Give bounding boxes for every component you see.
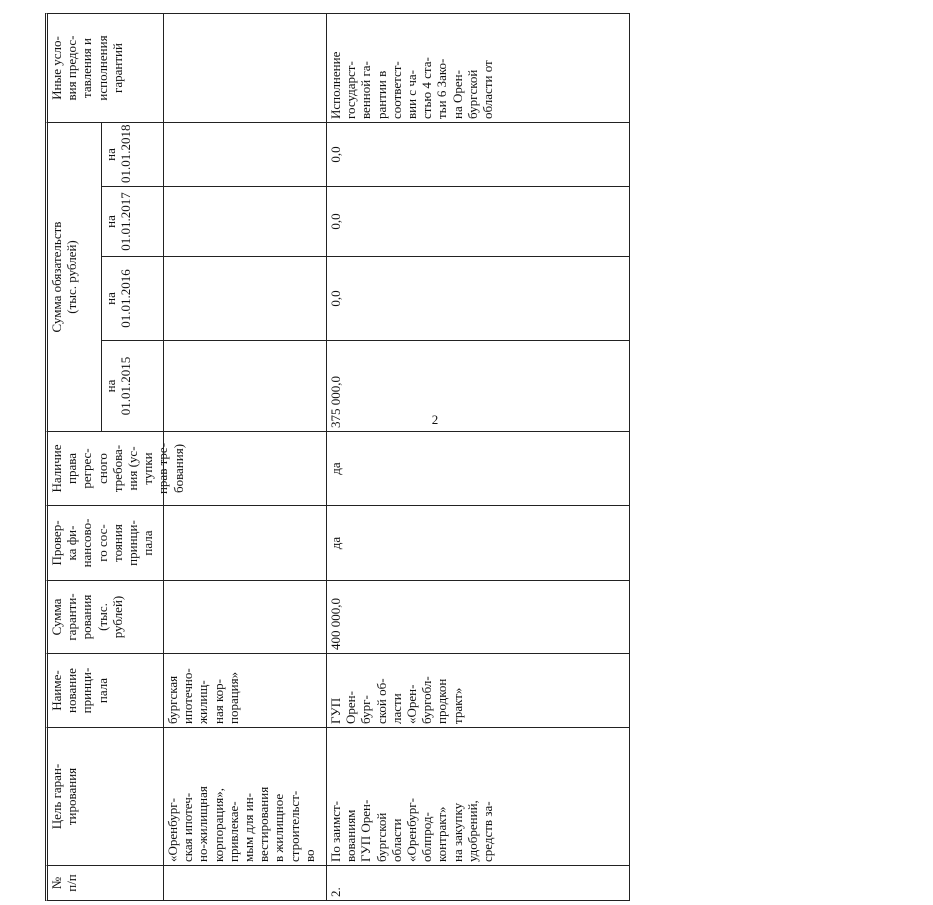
row2-value-2017: 0,0 [326,187,630,257]
header-date-2016: на 01.01.2016 [101,257,163,341]
page-number: 2 [431,412,439,427]
row1-other-conditions [163,13,326,123]
header-regress: Наличие права регрес- сного требова- ния (ус- тупки прав тре- бования) [45,432,163,506]
header-date-2017: на 01.01.2017 [101,187,163,257]
row2-num: 2. [326,866,630,901]
guarantees-table [45,13,630,901]
row2-purpose: По заимст- вованиям ГУП Орен- бургской области «Оренбург- облпрод- контракт» на закупку удобрений, средств за- [326,728,630,866]
row1-purpose: «Оренбург- ская ипотеч- но-жилищная корпорация», привлекае- мым для ин- вестирования в жилищное строительст- во [163,728,326,866]
row1-num [163,866,326,901]
header-date-2015: на 01.01.2015 [101,341,163,432]
row1-value-2017 [163,187,326,257]
row2-principal: ГУП Орен- бург- ской об- ласти «Орен- бургобл- продкон тракт» [326,654,630,728]
row2-other-conditions: Исполнение государст- венной га- рантии в соответст- вии с ча- стью 4 ста- тьи 6 Зако- на Орен- бургской области от [326,13,630,123]
header-principal: Наиме- нование принци- пала [45,654,163,728]
row2-value-2015: 375 000,0 [326,341,630,432]
row1-guarantee-sum [163,581,326,654]
row1-value-2018 [163,123,326,187]
header-obligations-group: Сумма обязательств (тыс. рублей) [45,123,101,432]
row1-regress [163,432,326,506]
header-purpose: Цель гаран- тирования [45,728,163,866]
row2-regress: да [326,432,630,506]
row2-value-2016: 0,0 [326,257,630,341]
header-financial-check: Провер- ка фи- нансово- го сос- тояния принци- пала [45,506,163,581]
header-date-2018: на 01.01.2018 [101,123,163,187]
header-guarantee-sum: Сумма гаранти- рования (тыс. рублей) [45,581,163,654]
row2-financial-check: да [326,506,630,581]
rotated-page-area [45,13,933,897]
header-other-conditions: Иные усло- вия предос- тавления и исполнения гарантий [45,13,163,123]
row2-value-2018: 0,0 [326,123,630,187]
row2-guarantee-sum: 400 000,0 [326,581,630,654]
row1-principal: бургская ипотечно- жилищ- ная кор- порация» [163,654,326,728]
row1-value-2016 [163,257,326,341]
row1-financial-check [163,506,326,581]
header-num: № п/п [45,866,163,901]
row1-value-2015 [163,341,326,432]
